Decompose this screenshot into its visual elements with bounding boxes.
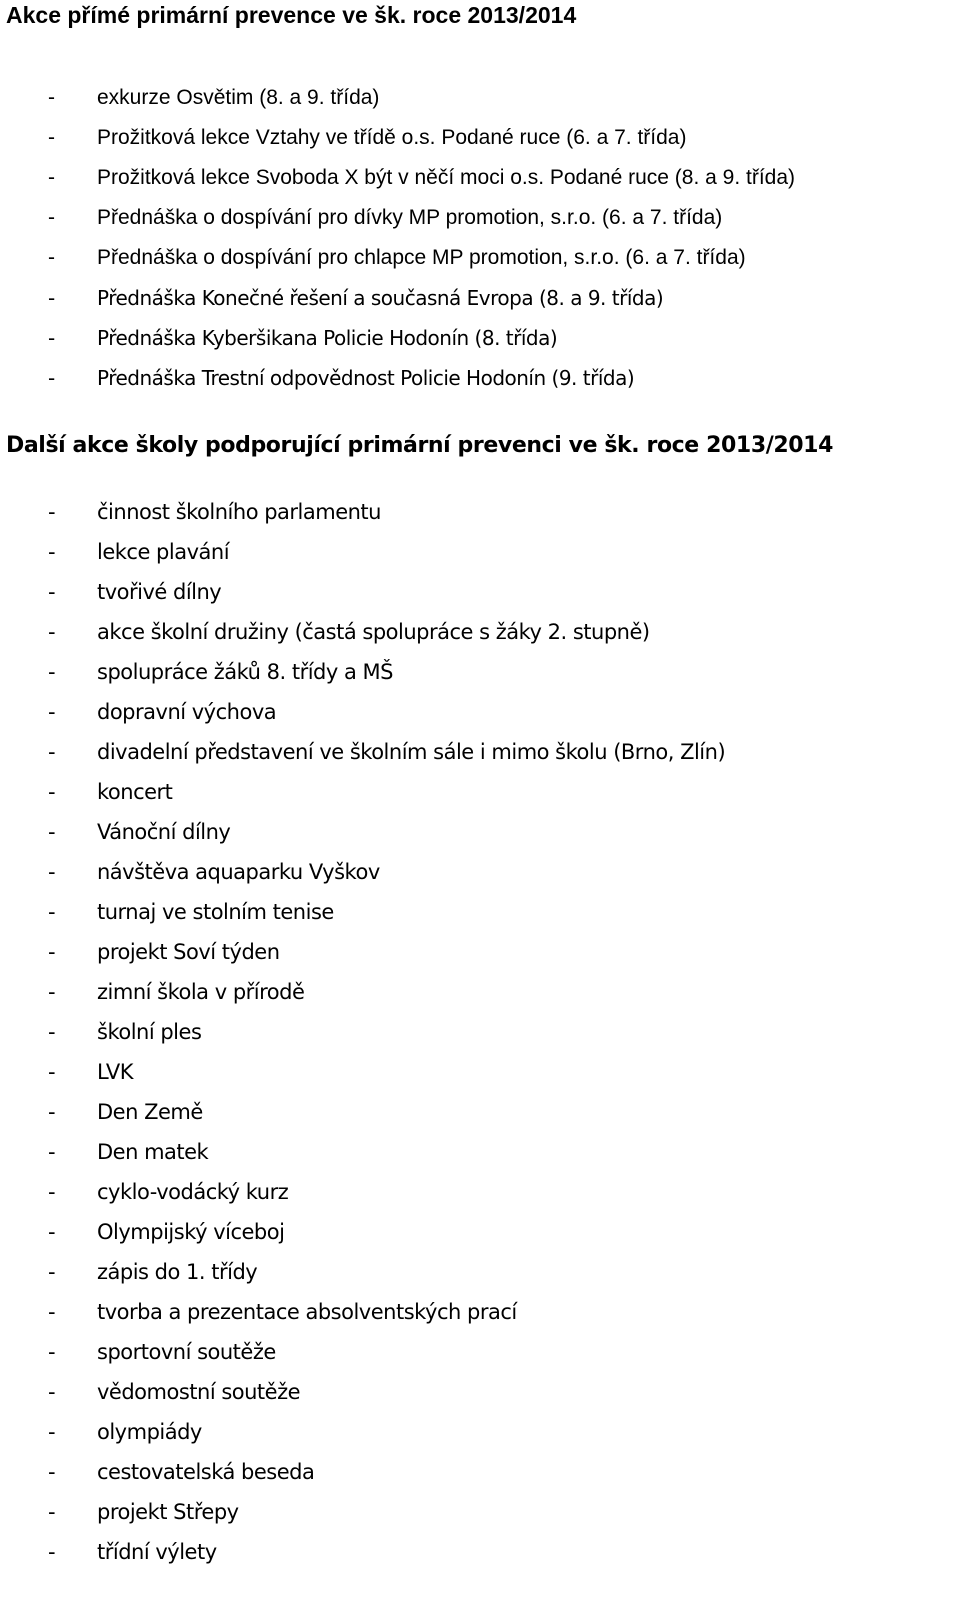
list-bullet: - <box>48 1260 56 1284</box>
list-item <box>0 612 960 652</box>
list-item <box>0 198 960 238</box>
list-item-text: dopravní výchova <box>97 700 277 724</box>
list-item-text: sportovní soutěže <box>97 1340 276 1364</box>
list-item-text: Prožitková lekce Vztahy ve třídě o.s. Podané ruce (6. a 7. třída) <box>97 126 687 149</box>
list-item-text: divadelní představení ve školním sále i mimo školu (Brno, Zlín) <box>97 740 726 764</box>
list-bullet: - <box>48 740 56 764</box>
list-bullet: - <box>48 1300 56 1324</box>
list-item <box>0 158 960 198</box>
other-activities-list <box>0 492 960 1572</box>
list-item-text: turnaj ve stolním tenise <box>97 900 334 924</box>
list-item <box>0 892 960 932</box>
list-item-text: exkurze Osvětim (8. a 9. třída) <box>97 86 380 109</box>
list-bullet: - <box>48 500 56 524</box>
list-item-text: vědomostní soutěže <box>97 1380 301 1404</box>
list-bullet: - <box>48 1500 56 1524</box>
list-item-text: Vánoční dílny <box>97 820 231 844</box>
list-item-text: lekce plavání <box>97 540 230 564</box>
list-item-text: Přednáška Trestní odpovědnost Policie Hodonín (9. třída) <box>97 366 635 390</box>
list-item-text: třídní výlety <box>97 1540 217 1564</box>
list-bullet: - <box>48 166 55 189</box>
list-item-text: koncert <box>97 780 173 804</box>
list-item <box>0 1412 960 1452</box>
list-bullet: - <box>48 326 55 350</box>
list-bullet: - <box>48 1060 56 1084</box>
list-item-text: olympiády <box>97 1420 202 1444</box>
list-item <box>0 692 960 732</box>
list-item-text: Přednáška Kyberšikana Policie Hodonín (8. třída) <box>97 326 558 350</box>
list-bullet: - <box>48 860 56 884</box>
list-bullet: - <box>48 1100 56 1124</box>
list-item <box>0 492 960 532</box>
list-item-text: Přednáška o dospívání pro chlapce MP promotion, s.r.o. (6. a 7. třída) <box>97 246 746 269</box>
list-item <box>0 238 960 278</box>
list-item-text: cyklo-vodácký kurz <box>97 1180 289 1204</box>
list-item <box>0 1172 960 1212</box>
list-item <box>0 572 960 612</box>
list-item <box>0 852 960 892</box>
list-bullet: - <box>48 1180 56 1204</box>
list-item-text: zimní škola v přírodě <box>97 980 305 1004</box>
list-item <box>0 78 960 118</box>
list-bullet: - <box>48 206 55 229</box>
list-item <box>0 772 960 812</box>
list-item-text: Den Země <box>97 1100 203 1124</box>
list-item <box>0 732 960 772</box>
list-item <box>0 1492 960 1532</box>
list-item <box>0 1372 960 1412</box>
list-item-text: akce školní družiny (častá spolupráce s žáky 2. stupně) <box>97 620 650 644</box>
list-bullet: - <box>48 1140 56 1164</box>
list-item-text: činnost školního parlamentu <box>97 500 381 524</box>
list-item <box>0 318 960 358</box>
list-bullet: - <box>48 286 55 310</box>
list-item <box>0 1132 960 1172</box>
list-item <box>0 358 960 398</box>
list-item-text: cestovatelská beseda <box>97 1460 315 1484</box>
list-item <box>0 118 960 158</box>
list-bullet: - <box>48 1340 56 1364</box>
list-item-text: návštěva aquaparku Vyškov <box>97 860 380 884</box>
list-bullet: - <box>48 1020 56 1044</box>
list-bullet: - <box>48 1460 56 1484</box>
list-item <box>0 1452 960 1492</box>
list-bullet: - <box>48 940 56 964</box>
list-item-text: LVK <box>97 1060 134 1084</box>
list-item <box>0 1012 960 1052</box>
list-bullet: - <box>48 820 56 844</box>
list-bullet: - <box>48 780 56 804</box>
list-item <box>0 1252 960 1292</box>
section-heading-other-activities: Další akce školy podporující primární prevenci ve šk. roce 2013/2014 <box>6 433 833 458</box>
list-item-text: zápis do 1. třídy <box>97 1260 258 1284</box>
list-item <box>0 1332 960 1372</box>
list-item-text: projekt Střepy <box>97 1500 239 1524</box>
list-item <box>0 652 960 692</box>
list-bullet: - <box>48 1220 56 1244</box>
list-bullet: - <box>48 86 55 109</box>
list-item <box>0 278 960 318</box>
list-item-text: školní ples <box>97 1020 202 1044</box>
list-bullet: - <box>48 700 56 724</box>
list-bullet: - <box>48 620 56 644</box>
direct-prevention-list <box>0 78 960 398</box>
list-bullet: - <box>48 900 56 924</box>
list-bullet: - <box>48 1540 56 1564</box>
list-item <box>0 812 960 852</box>
section-heading-direct-prevention: Akce přímé primární prevence ve šk. roce 2013/2014 <box>6 2 577 28</box>
list-item <box>0 1212 960 1252</box>
list-bullet: - <box>48 126 55 149</box>
list-item <box>0 972 960 1012</box>
list-bullet: - <box>48 580 56 604</box>
list-item-text: Prožitková lekce Svoboda X být v něčí moci o.s. Podané ruce (8. a 9. třída) <box>97 166 796 189</box>
list-bullet: - <box>48 1380 56 1404</box>
list-item-text: Olympijský víceboj <box>97 1220 285 1244</box>
list-bullet: - <box>48 980 56 1004</box>
list-item-text: spolupráce žáků 8. třídy a MŠ <box>97 660 393 684</box>
list-bullet: - <box>48 540 56 564</box>
list-item-text: tvořivé dílny <box>97 580 222 604</box>
list-bullet: - <box>48 1420 56 1444</box>
list-item <box>0 1052 960 1092</box>
list-item-text: projekt Soví týden <box>97 940 280 964</box>
list-item <box>0 1092 960 1132</box>
list-bullet: - <box>48 366 55 390</box>
list-item-text: tvorba a prezentace absolventských prací <box>97 1300 517 1324</box>
list-item-text: Přednáška o dospívání pro dívky MP promotion, s.r.o. (6. a 7. třída) <box>97 206 723 229</box>
list-bullet: - <box>48 660 56 684</box>
list-item <box>0 1292 960 1332</box>
list-item-text: Přednáška Konečné řešení a současná Evropa (8. a 9. třída) <box>97 286 664 310</box>
list-bullet: - <box>48 246 55 269</box>
list-item-text: Den matek <box>97 1140 209 1164</box>
list-item <box>0 932 960 972</box>
list-item <box>0 1532 960 1572</box>
list-item <box>0 532 960 572</box>
